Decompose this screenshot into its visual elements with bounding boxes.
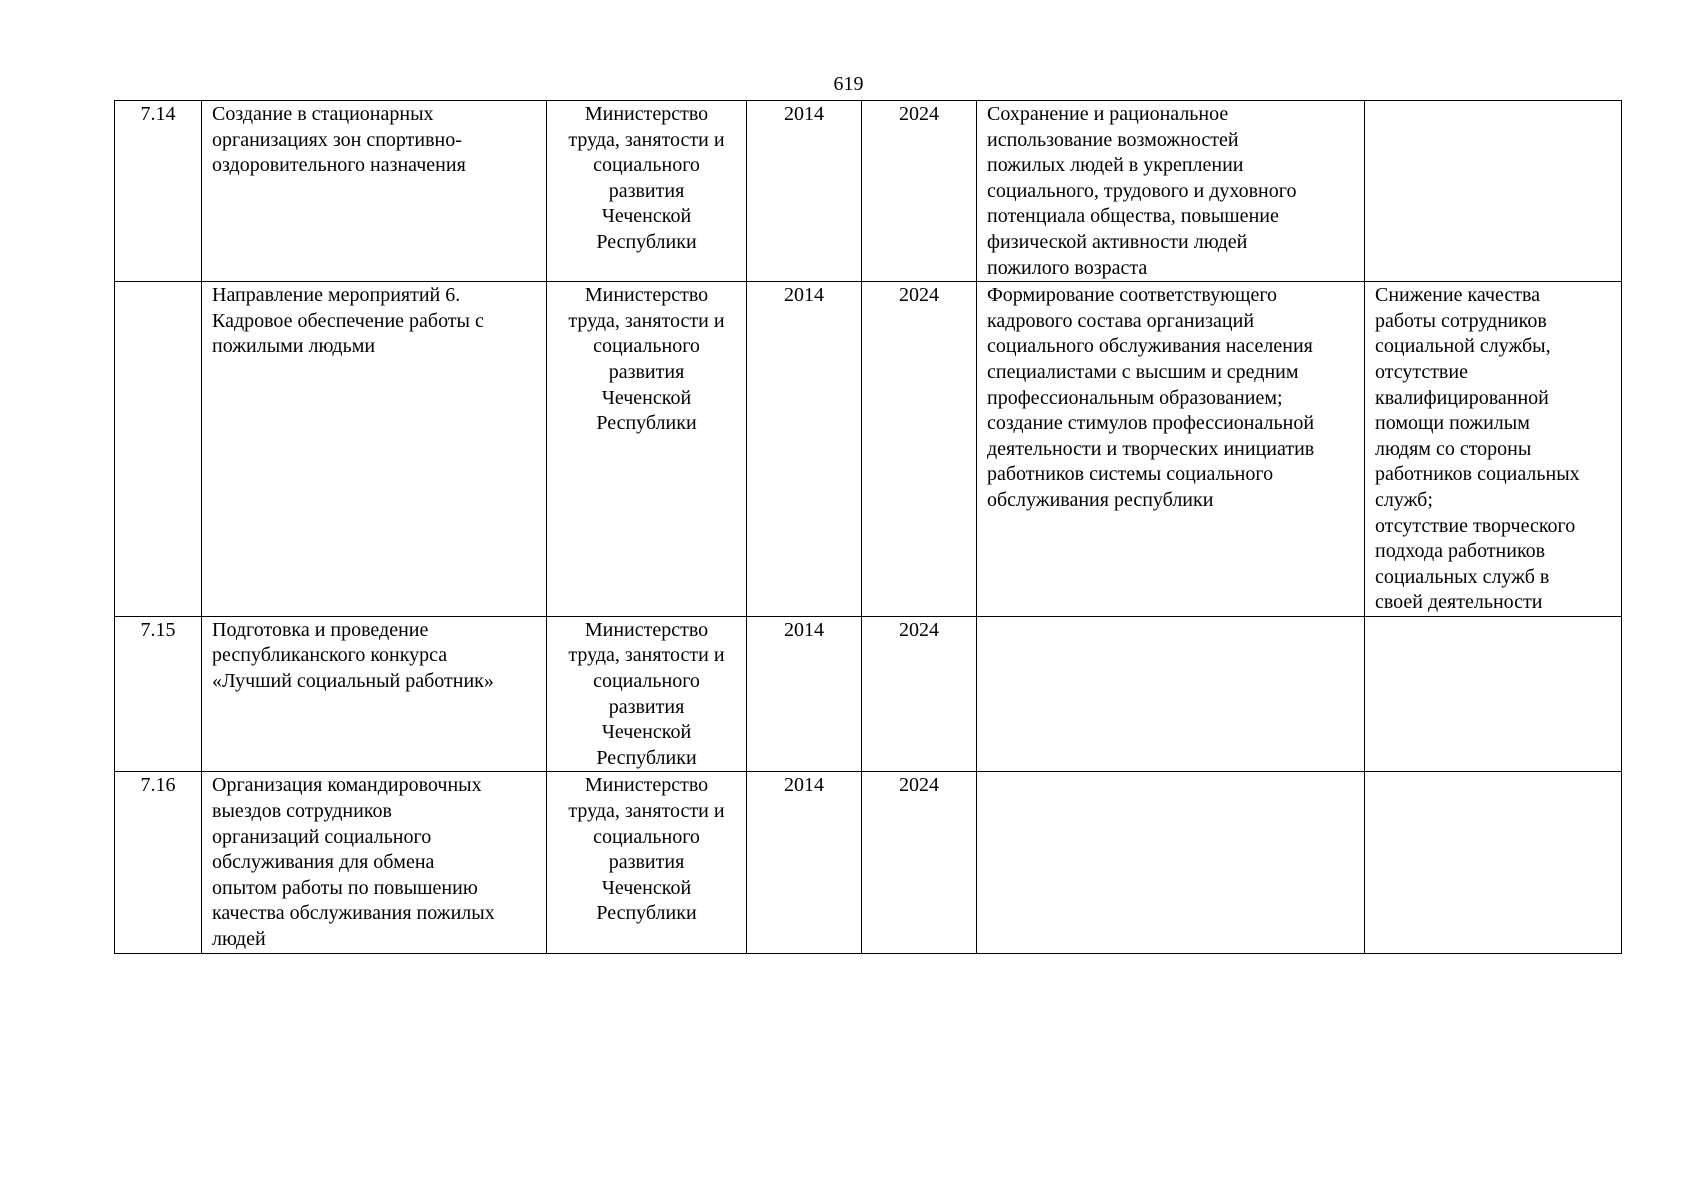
measures-table <box>114 100 1622 954</box>
measure-title-cell: Подготовка и проведение республиканского конкурса «Лучший социальный работник» <box>202 616 547 772</box>
responsible-executor-cell: Министерство труда, занятости и социального развития Чеченской Республики <box>547 772 747 953</box>
responsible-executor-cell: Министерство труда, занятости и социального развития Чеченской Республики <box>547 616 747 772</box>
table-row <box>115 101 1622 282</box>
consequences-cell <box>1365 772 1622 953</box>
item-number-cell <box>115 282 202 617</box>
expected-result-cell: Формирование соответствующего кадрового состава организаций социального обслуживания населения специалистами с высшим и средним профессиональным образованием; создание стимулов профессиональной деятельности и творческих инициатив работников системы социального обслуживания республики <box>977 282 1365 617</box>
consequences-cell <box>1365 101 1622 282</box>
end-year-cell: 2024 <box>862 616 977 772</box>
end-year-cell: 2024 <box>862 282 977 617</box>
end-year-cell: 2024 <box>862 101 977 282</box>
page-number: 619 <box>833 73 864 95</box>
end-year-cell: 2024 <box>862 772 977 953</box>
responsible-executor-cell: Министерство труда, занятости и социального развития Чеченской Республики <box>547 101 747 282</box>
table-row <box>115 616 1622 772</box>
expected-result-cell <box>977 616 1365 772</box>
start-year-cell: 2014 <box>747 772 862 953</box>
start-year-cell: 2014 <box>747 282 862 617</box>
measure-title-cell: Направление мероприятий 6. Кадровое обеспечение работы с пожилыми людьми <box>202 282 547 617</box>
expected-result-cell <box>977 772 1365 953</box>
item-number-cell: 7.14 <box>115 101 202 282</box>
table-row <box>115 282 1622 617</box>
measure-title-cell: Создание в стационарных организациях зон спортивно- оздоровительного назначения <box>202 101 547 282</box>
table-row <box>115 772 1622 953</box>
item-number-cell: 7.15 <box>115 616 202 772</box>
responsible-executor-cell: Министерство труда, занятости и социального развития Чеченской Республики <box>547 282 747 617</box>
start-year-cell: 2014 <box>747 616 862 772</box>
expected-result-cell: Сохранение и рациональное использование возможностей пожилых людей в укреплении социального, трудового и духовного потенциала общества, повышение физической активности людей пожилого возраста <box>977 101 1365 282</box>
item-number-cell: 7.16 <box>115 772 202 953</box>
start-year-cell: 2014 <box>747 101 862 282</box>
consequences-cell: Снижение качества работы сотрудников социальной службы, отсутствие квалифицированной помощи пожилым людям со стороны работников социальных служб; отсутствие творческого подхода работников социальных служб в своей деятельности <box>1365 282 1622 617</box>
consequences-cell <box>1365 616 1622 772</box>
measure-title-cell: Организация командировочных выездов сотрудников организаций социального обслуживания для обмена опытом работы по повышению качества обслуживания пожилых людей <box>202 772 547 953</box>
